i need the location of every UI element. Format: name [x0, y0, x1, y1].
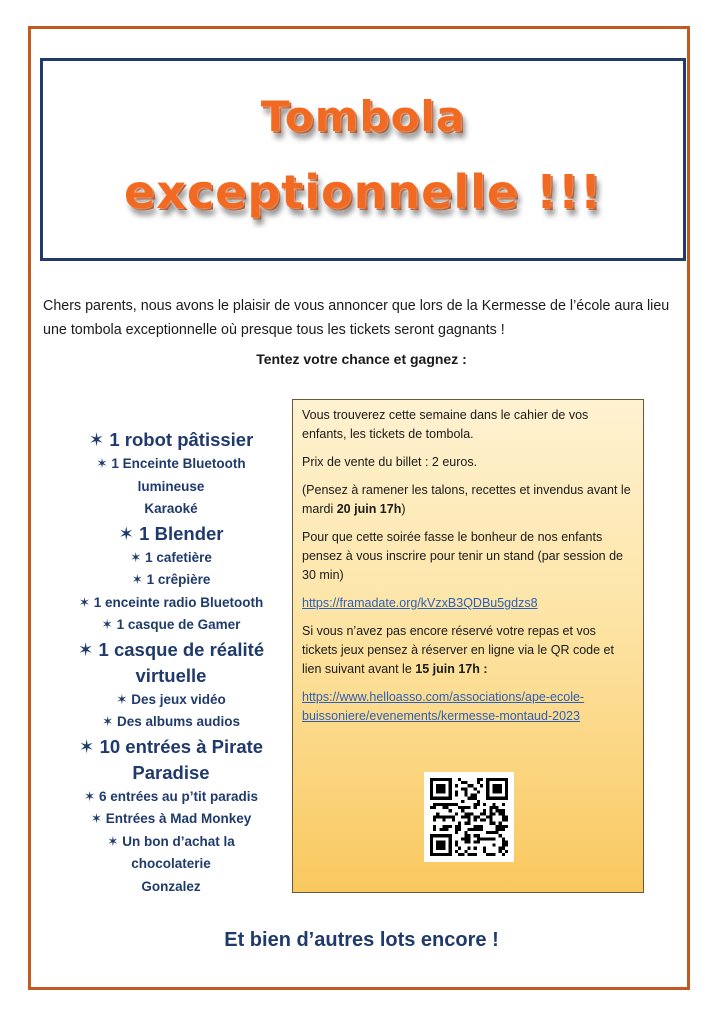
intro-paragraph: Chers parents, nous avons le plaisir de vous annoncer que lors de la Kermesse de l’école aura lieu une tombola exceptionnelle où presque tous les tickets seront gagnants !: [43, 298, 670, 338]
info-return: [302, 481, 634, 519]
prize-item: [56, 760, 286, 786]
star-icon: ✶: [107, 833, 123, 849]
info-return-text: (Pensez à ramener les talons, recettes et invendus avant le mardi: [302, 483, 631, 516]
prize-item: [56, 547, 286, 570]
prize-list: [56, 427, 286, 898]
prize-item: [56, 689, 286, 712]
prize-item: [56, 569, 286, 592]
prize-item: [56, 786, 286, 809]
prize-label: 1 crêpière: [146, 572, 211, 587]
prize-item: [56, 808, 286, 831]
prize-item: [56, 521, 286, 547]
prize-label: virtuelle: [135, 664, 207, 686]
prize-label: 1 robot pâtissier: [109, 429, 254, 450]
info-booking-text: Si vous n’avez pas encore réservé votre repas et vos tickets jeux pensez à réserver en ligne via le QR code et lien suivant avant le: [302, 624, 614, 676]
star-icon: ✶: [118, 522, 140, 544]
framadate-link[interactable]: https://framadate.org/kVzxB3QDBu5gdzs8: [302, 596, 538, 610]
star-icon: ✶: [101, 617, 117, 632]
star-icon: ✶: [130, 549, 146, 565]
prize-label: chocolaterie: [131, 856, 211, 871]
prize-item: [56, 592, 286, 615]
prize-label: Entrées à Mad Monkey: [105, 811, 252, 826]
qr-code-image: [430, 778, 508, 856]
prize-item: [56, 498, 286, 521]
star-icon: ✶: [78, 735, 100, 757]
prize-label: Des albums audios: [117, 714, 241, 729]
prize-label: Paradise: [132, 761, 210, 783]
prize-item: [56, 711, 286, 734]
star-icon: ✶: [88, 429, 110, 450]
star-icon: ✶: [96, 456, 112, 471]
star-icon: ✶: [77, 638, 99, 660]
qr-code[interactable]: [424, 772, 514, 862]
helloasso-link[interactable]: https://www.helloasso.com/associations/ape-ecole-buissoniere/evenements/kermesse-montaud-2023: [302, 690, 585, 723]
prize-label: 1 Blender: [139, 522, 224, 544]
prize-label: 6 entrées au p’tit paradis: [99, 788, 259, 804]
prize-item: [56, 427, 286, 453]
title-line-2: exceptionnelle !!!: [124, 165, 602, 219]
prize-label: 1 Enceinte Bluetooth: [111, 456, 246, 471]
footer-text: Et bien d’autres lots encore !: [224, 929, 499, 951]
star-icon: ✶: [78, 594, 94, 610]
prize-label: 1 enceinte radio Bluetooth: [93, 594, 264, 610]
prize-item: [56, 853, 286, 876]
info-tickets: Vous trouverez cette semaine dans le cahier de vos enfants, les tickets de tombola.: [302, 408, 589, 441]
info-box: [292, 399, 644, 893]
info-booking: [302, 622, 634, 679]
prize-label: 1 casque de Gamer: [116, 617, 241, 632]
title-box: [40, 58, 686, 261]
prize-label: 10 entrées à Pirate: [99, 735, 264, 757]
prize-label: Karaoké: [144, 501, 198, 516]
title-line-1: Tombola: [260, 92, 466, 141]
prize-label: Un bon d’achat la: [122, 833, 235, 849]
info-return-date: 20 juin 17h: [336, 502, 402, 516]
tagline: Tentez votre chance et gagnez :: [256, 351, 467, 367]
prize-label: lumineuse: [137, 478, 205, 494]
info-return-end: ): [401, 502, 406, 516]
info-stand: Pour que cette soirée fasse le bonheur de nos enfants pensez à vous inscrire pour tenir un stand (par session de 30 min): [302, 530, 624, 582]
info-price: Prix de vente du billet : 2 euros.: [302, 455, 478, 469]
prize-item: [56, 876, 286, 899]
prize-item: [56, 831, 286, 854]
prize-item: [56, 476, 286, 499]
star-icon: ✶: [101, 714, 117, 729]
prize-item: [56, 453, 286, 476]
star-icon: ✶: [116, 691, 132, 707]
star-icon: ✶: [90, 811, 106, 826]
prize-item: [56, 663, 286, 689]
prize-item: [56, 637, 286, 663]
prize-item: [56, 614, 286, 637]
prize-label: 1 casque de réalité: [98, 638, 265, 660]
info-booking-date: 15 juin 17h :: [415, 662, 488, 676]
prize-label: Gonzalez: [141, 878, 201, 894]
prize-label: 1 cafetière: [145, 549, 212, 565]
star-icon: ✶: [131, 572, 147, 587]
prize-label: Des jeux vidéo: [131, 691, 226, 707]
star-icon: ✶: [83, 788, 99, 804]
prize-item: [56, 734, 286, 760]
